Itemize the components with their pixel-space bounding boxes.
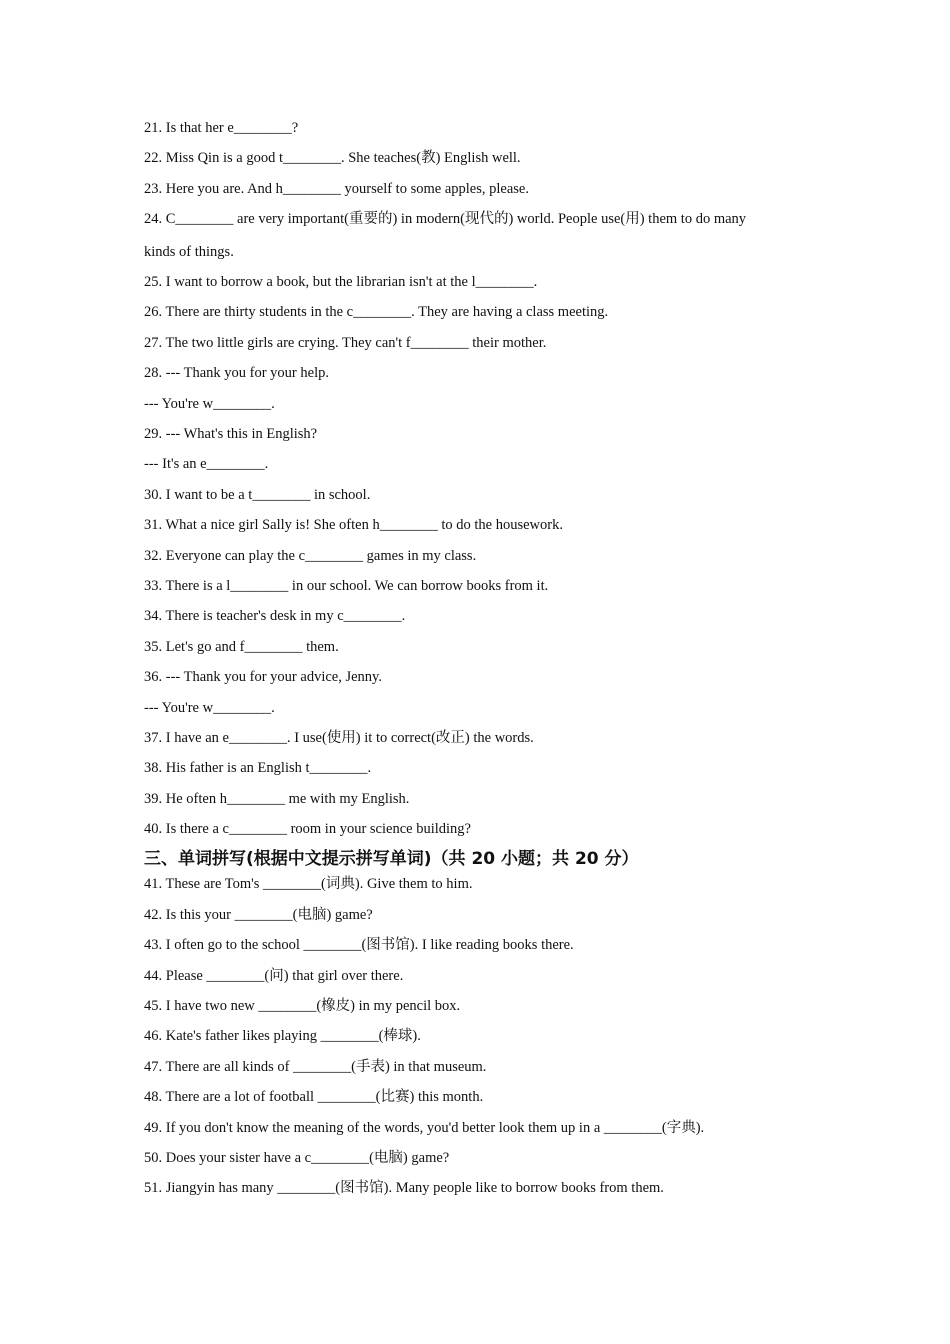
question-36-reply: --- You're w________.	[144, 700, 275, 716]
question-32: 32. Everyone can play the c________ games in my class.	[144, 548, 477, 564]
question-43: 43. I often go to the school ________(图书馆). I like reading books there.	[144, 937, 574, 953]
question-29-reply: --- It's an e________.	[144, 456, 269, 472]
question-36: 36. --- Thank you for your advice, Jenny.	[144, 669, 382, 685]
question-50: 50. Does your sister have a c________(电脑) game?	[144, 1150, 450, 1166]
question-27: 27. The two little girls are crying. They can't f________ their mother.	[144, 335, 547, 351]
question-42: 42. Is this your ________(电脑) game?	[144, 907, 373, 923]
question-35: 35. Let's go and f________ them.	[144, 639, 339, 655]
question-34: 34. There is teacher's desk in my c________.	[144, 608, 406, 624]
question-48: 48. There are a lot of football ________(比赛) this month.	[144, 1089, 484, 1105]
question-24-continuation: kinds of things.	[144, 244, 234, 260]
question-31: 31. What a nice girl Sally is! She often h________ to do the housework.	[144, 517, 563, 533]
question-40: 40. Is there a c________ room in your science building?	[144, 821, 471, 837]
question-49: 49. If you don't know the meaning of the words, you'd better look them up in a ________(字典).	[144, 1120, 705, 1136]
question-37: 37. I have an e________. I use(使用) it to correct(改正) the words.	[144, 730, 534, 746]
question-41: 41. These are Tom's ________(词典). Give them to him.	[144, 876, 473, 892]
question-21: 21. Is that her e________?	[144, 120, 299, 136]
question-44: 44. Please ________(问) that girl over there.	[144, 968, 404, 984]
question-25: 25. I want to borrow a book, but the librarian isn't at the l________.	[144, 274, 538, 290]
question-45: 45. I have two new ________(橡皮) in my pencil box.	[144, 998, 461, 1014]
question-29: 29. --- What's this in English?	[144, 426, 318, 442]
question-38: 38. His father is an English t________.	[144, 760, 372, 776]
question-28-reply: --- You're w________.	[144, 396, 275, 412]
question-26: 26. There are thirty students in the c________. They are having a class meeting.	[144, 304, 609, 320]
question-30: 30. I want to be a t________ in school.	[144, 487, 371, 503]
question-33: 33. There is a l________ in our school. We can borrow books from it.	[144, 578, 549, 594]
question-24: 24. C________ are very important(重要的) in modern(现代的) world. People use(用) them to do many	[144, 211, 747, 227]
question-51: 51. Jiangyin has many ________(图书馆). Many people like to borrow books from them.	[144, 1180, 664, 1196]
question-46: 46. Kate's father likes playing ________(棒球).	[144, 1028, 421, 1044]
question-47: 47. There are all kinds of ________(手表) in that museum.	[144, 1059, 487, 1075]
question-28: 28. --- Thank you for your help.	[144, 365, 329, 381]
section-3-heading: 三、单词拼写(根据中文提示拼写单词)（共 20 小题；共 20 分）	[144, 849, 639, 869]
question-22: 22. Miss Qin is a good t________. She teaches(教) English well.	[144, 150, 521, 166]
question-39: 39. He often h________ me with my English.	[144, 791, 410, 807]
question-23: 23. Here you are. And h________ yourself to some apples, please.	[144, 181, 529, 197]
